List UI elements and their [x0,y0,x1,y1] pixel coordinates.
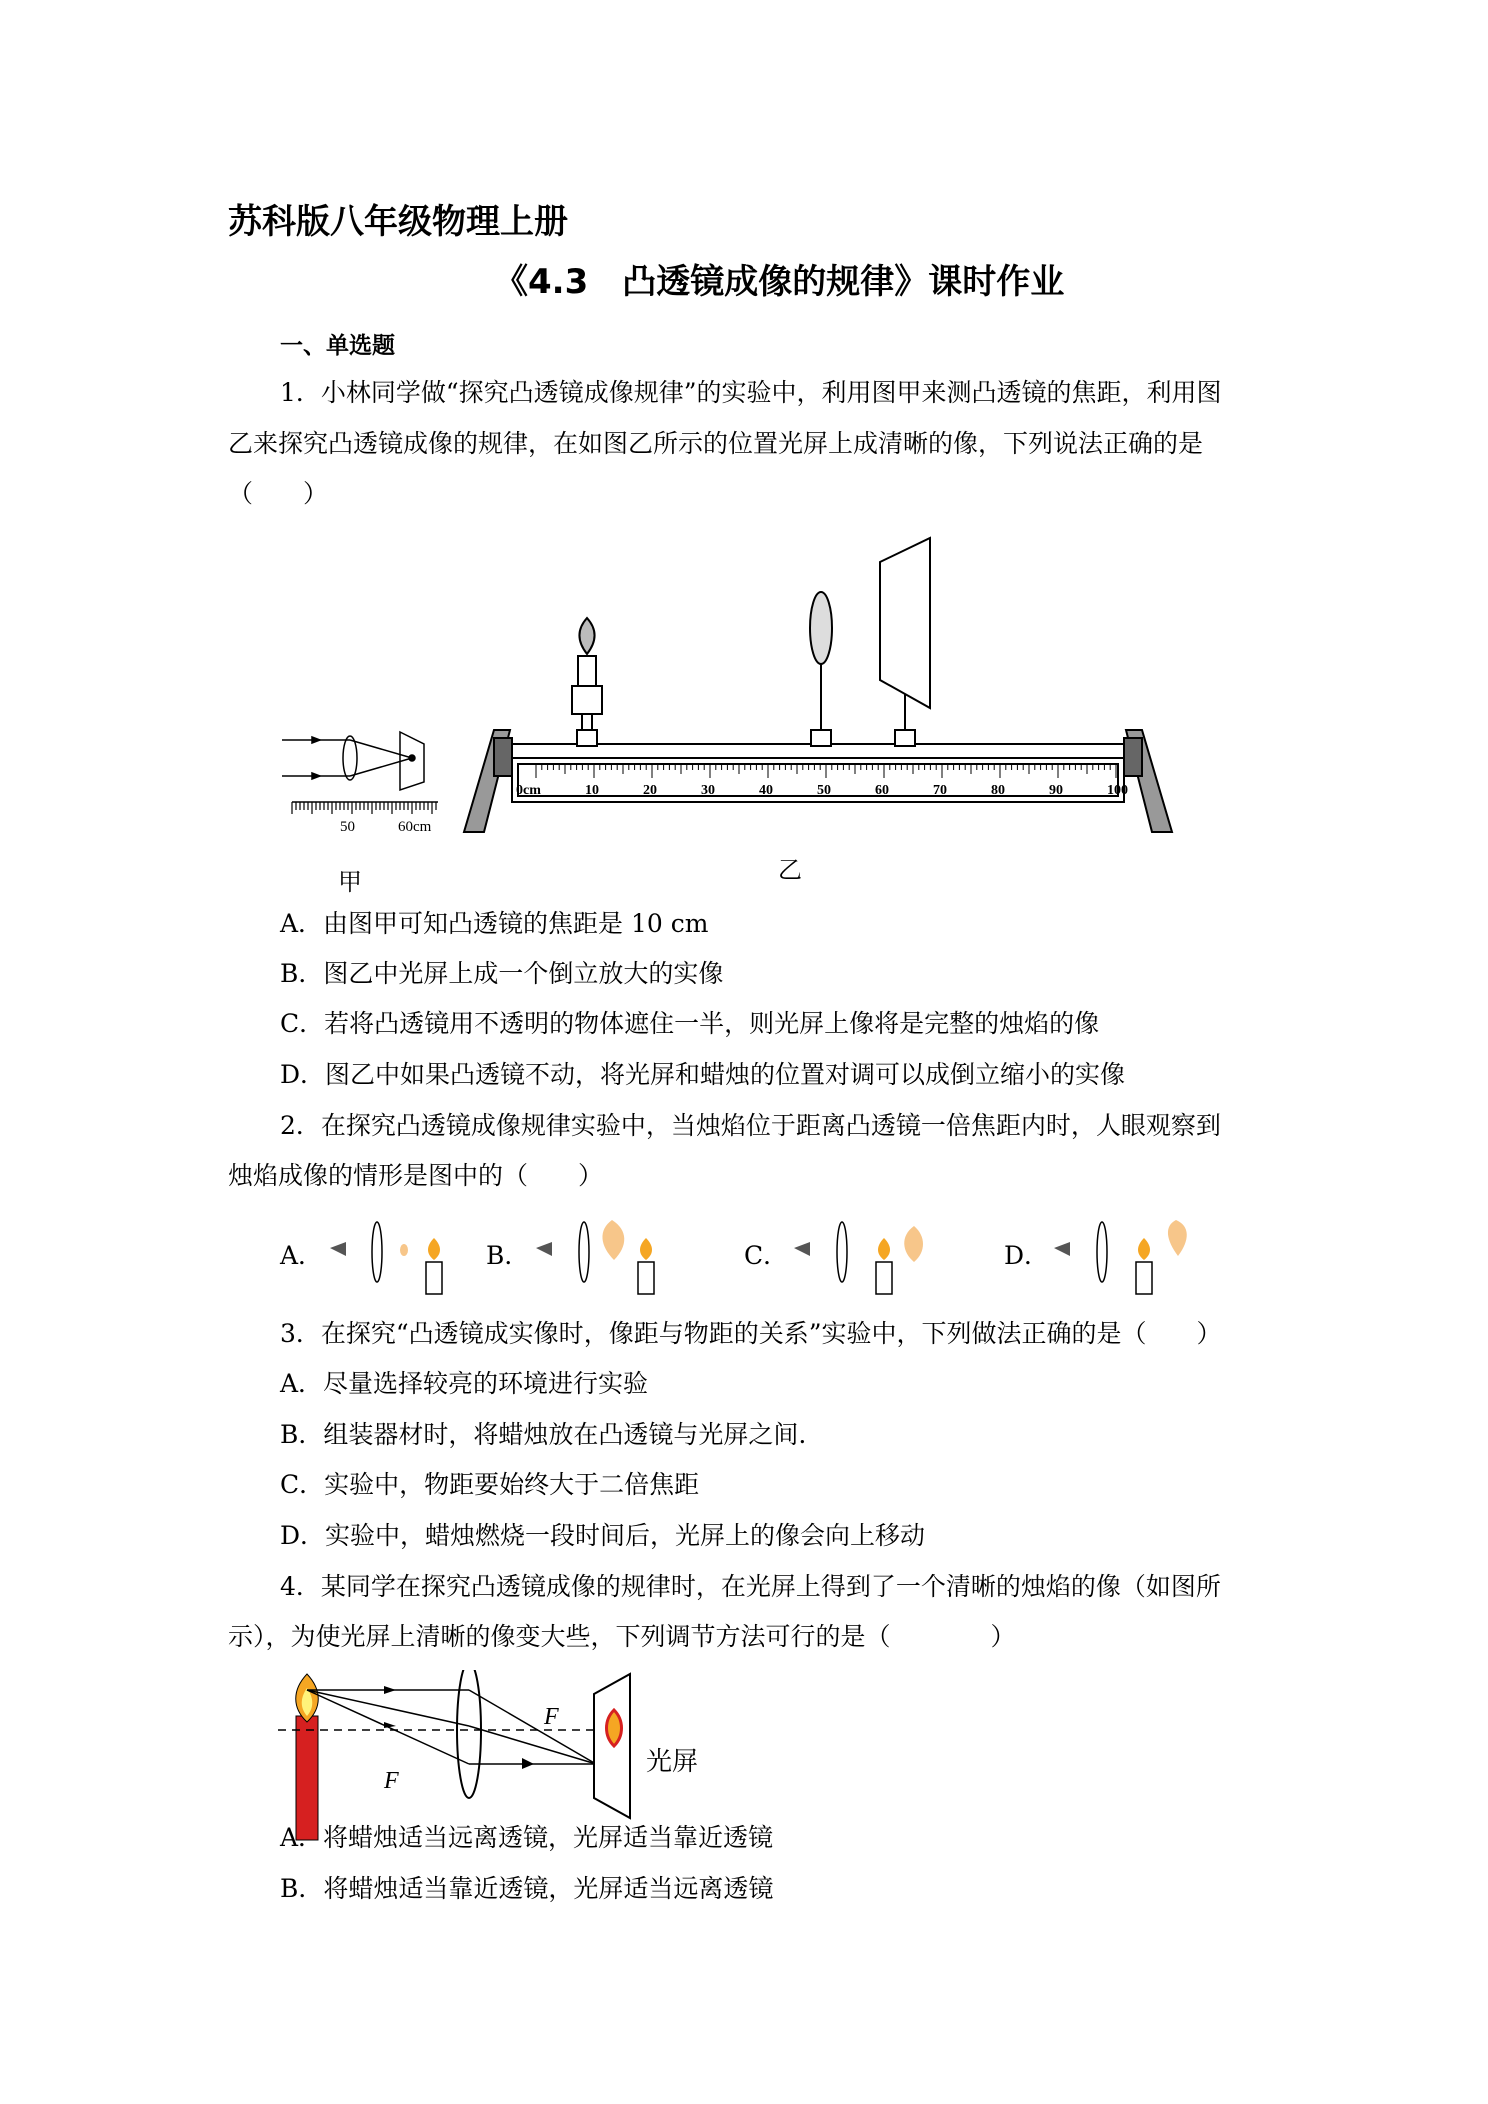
q2-label-a: A． [280,1241,324,1270]
q2-text-line1: 2．在探究凸透镜成像规律实验中，当烛焰位于距离凸透镜一倍焦距内时，人眼观察到 [280,1111,1221,1140]
q1-option-d: D．图乙中如果凸透镜不动，将光屏和蜡烛的位置对调可以成倒立缩小的实像 [280,1060,1126,1089]
q3-option-b: B．组装器材时，将蜡烛放在凸透镜与光屏之间. [280,1420,807,1449]
lens-holder [810,592,832,746]
q2-figure-b [528,1216,678,1302]
q1-text-line3: （ ） [228,479,329,508]
ruler-label: 20 [643,783,657,798]
jia-tick-60: 60cm [398,819,432,835]
q1-option-a: A．由图甲可知凸透镜的焦距是 10 cm [280,909,709,938]
q1-text-line1: 1．小林同学做“探究凸透镜成像规律”的实验中，利用图甲来测凸透镜的焦距，利用图 [280,378,1222,407]
q3-text-line1: 3．在探究“凸透镜成实像时，像距与物距的关系”实验中，下列做法正确的是（ ） [280,1319,1222,1348]
q4-option-b: B．将蜡烛适当靠近透镜，光屏适当远离透镜 [280,1874,774,1903]
q3-option-d: D．实验中，蜡烛燃烧一段时间后，光屏上的像会向上移动 [280,1521,926,1550]
q1-option-c: C．若将凸透镜用不透明的物体遮住一半，则光屏上像将是完整的烛焰的像 [280,1009,1100,1038]
focal-label-left: F [384,1768,399,1794]
figure-yi [460,532,1180,838]
ruler-label: 0cm [516,783,541,798]
q2-options-row [0,1216,1488,1306]
screen-label: 光屏 [646,1747,699,1776]
q4-option-a: A．将蜡烛适当远离透镜，光屏适当靠近透镜 [280,1823,774,1852]
figure-jia [278,718,458,838]
q4-text-line1: 4．某同学在探究凸透镜成像的规律时，在光屏上得到了一个清晰的烛焰的像（如图所 [280,1572,1221,1601]
q3-option-a: A．尽量选择较亮的环境进行实验 [280,1369,649,1398]
q1-text-line2: 乙来探究凸透镜成像的规律，在如图乙所示的位置光屏上成清晰的像，下列说法正确的是 [228,429,1204,458]
ruler-label: 30 [701,783,715,798]
doc-title-line1: 苏科版八年级物理上册 [228,202,568,242]
figure-jia-label: 甲 [338,868,362,896]
q1-option-b: B．图乙中光屏上成一个倒立放大的实像 [280,959,724,988]
doc-title-line2: 《4.3 凸透镜成像的规律》课时作业 [494,262,1065,302]
q4-text-line2: 示），为使光屏上清晰的像变大些，下列调节方法可行的是（ ） [228,1622,1016,1651]
screen-holder [880,538,930,746]
section-heading: 一、单选题 [280,333,395,359]
q2-text-line2: 烛焰成像的情形是图中的（ ） [228,1161,604,1190]
focal-label-right: F [544,1704,559,1730]
jia-tick-50: 50 [340,819,355,835]
q2-label-c: C． [744,1241,789,1270]
ruler-label: 50 [817,783,831,798]
ruler-label: 90 [1049,783,1063,798]
q2-figure-a [322,1216,472,1302]
candle-holder [572,618,602,746]
ruler-label: 100 [1107,783,1128,798]
figure-yi-label: 乙 [778,856,802,884]
q2-label-d: D． [1004,1241,1050,1270]
ruler-label: 80 [991,783,1005,798]
ruler-label: 40 [759,783,773,798]
q2-figure-c [786,1216,936,1302]
q2-figure-d [1046,1216,1196,1302]
ruler-label: 60 [875,783,889,798]
q2-label-b: B． [486,1241,530,1270]
q3-option-c: C．实验中，物距要始终大于二倍焦距 [280,1470,700,1499]
ruler-label: 70 [933,783,947,798]
ruler-label: 10 [585,783,599,798]
